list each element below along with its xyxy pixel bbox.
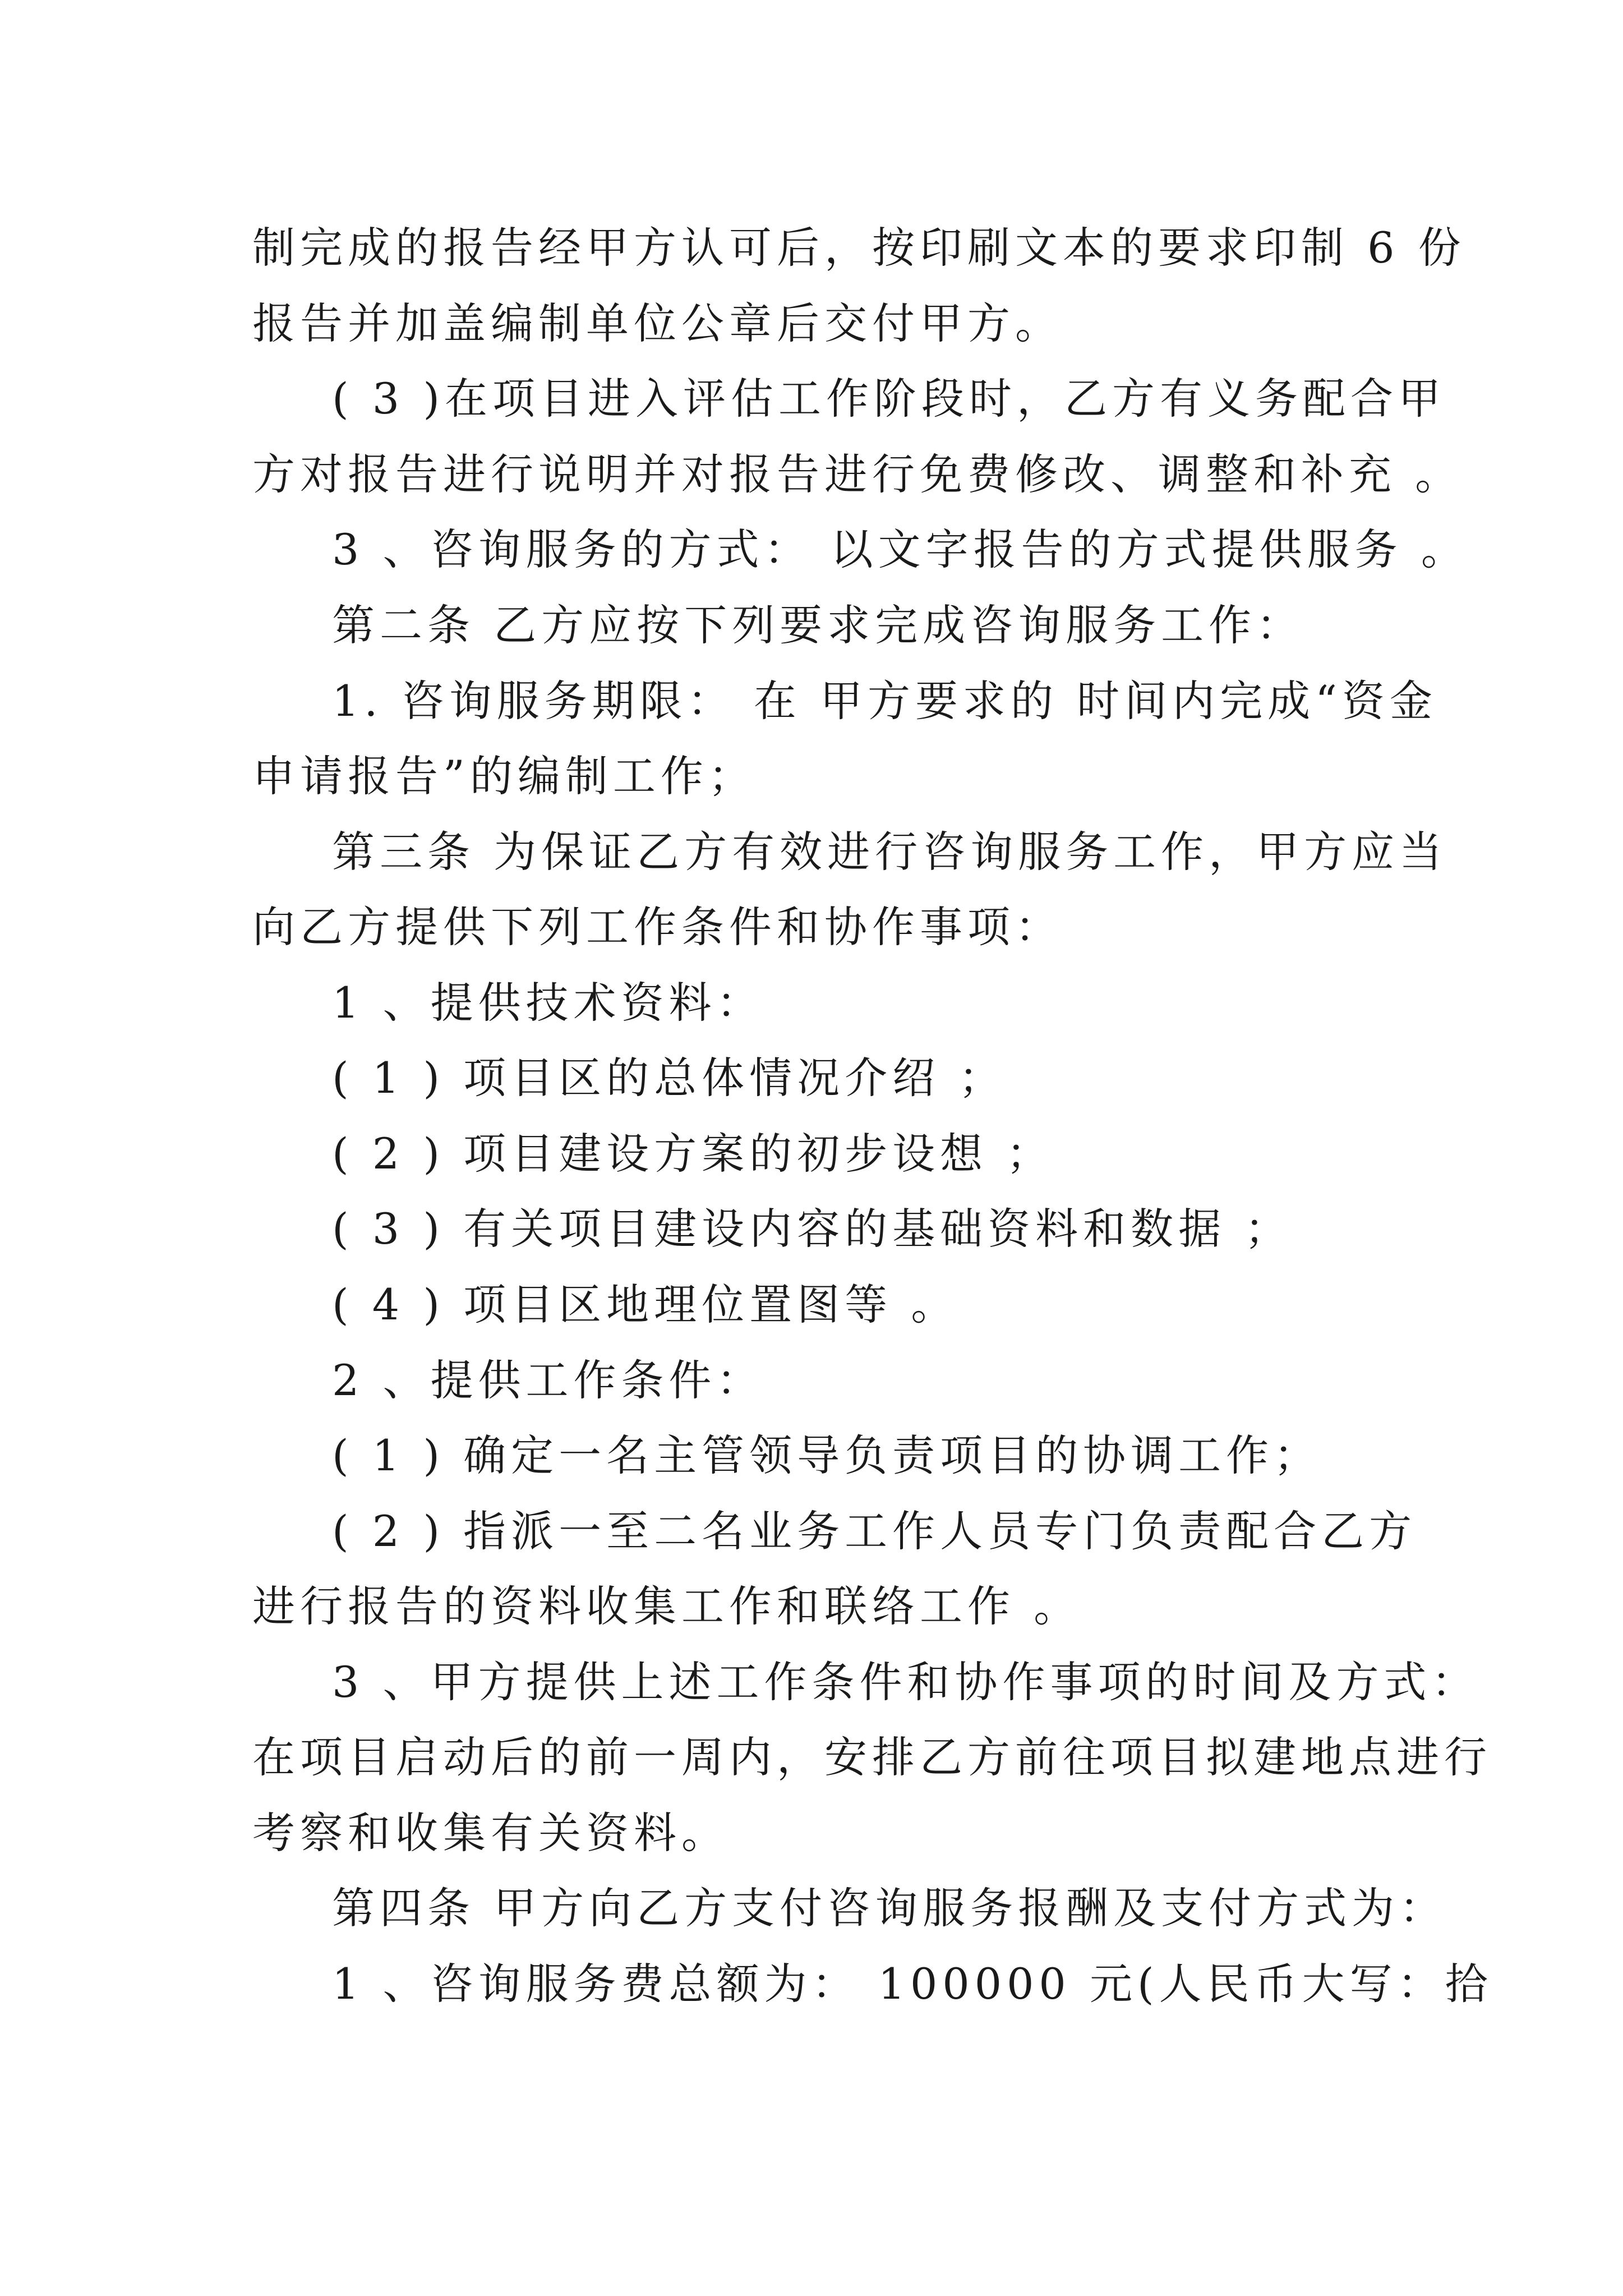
- text-line: 进行报告的资料收集工作和联络工作 。: [252, 1581, 1082, 1631]
- text-line: 1 、咨询服务费总额为： 100000 元(人民币大写：拾: [332, 1959, 1493, 2009]
- text-line: 3 、咨询服务的方式： 以文字报告的方式提供服务 。: [332, 524, 1469, 574]
- list-item: ( 2 ) 指派一至二名业务工作人员专门负责配合乙方: [332, 1506, 1417, 1556]
- text-line: 向乙方提供下列工作条件和协作事项：: [252, 902, 1063, 952]
- text-line: 报告并加盖编制单位公章后交付甲方。: [252, 298, 1063, 348]
- text-line: 3 、甲方提供上述工作条件和协作事项的时间及方式：: [332, 1657, 1479, 1707]
- section-heading: 第三条 为保证乙方有效进行咨询服务工作，甲方应当: [332, 827, 1447, 877]
- text-line: 1. 咨询服务期限： 在 甲方要求的 时间内完成“资金: [332, 676, 1437, 726]
- text-line: 2 、提供工作条件：: [332, 1355, 764, 1405]
- text-line: 1 、提供技术资料：: [332, 978, 764, 1028]
- text-line: ( 3 )在项目进入评估工作阶段时，乙方有义务配合甲: [332, 374, 1446, 424]
- list-item: ( 2 ) 项目建设方案的初步设想 ；: [332, 1129, 1054, 1179]
- text-line: 制完成的报告经甲方认可后，按印刷文本的要求印制 6 份: [252, 223, 1466, 273]
- text-line: 方对报告进行说明并对报告进行免费修改、调整和补充 。: [252, 449, 1463, 499]
- section-heading: 第四条 甲方向乙方支付咨询服务报酬及支付方式为：: [332, 1883, 1447, 1933]
- text-line: 在项目启动后的前一周内，安排乙方前往项目拟建地点进行: [252, 1732, 1492, 1782]
- list-item: ( 4 ) 项目区地理位置图等 。: [332, 1280, 959, 1329]
- section-heading: 第二条 乙方应按下列要求完成咨询服务工作：: [332, 600, 1304, 650]
- text-line: 考察和收集有关资料。: [252, 1808, 729, 1858]
- list-item: ( 1 ) 确定一名主管领导负责项目的协调工作；: [332, 1430, 1322, 1480]
- list-item: ( 3 ) 有关项目建设内容的基础资料和数据 ；: [332, 1204, 1293, 1254]
- list-item: ( 1 ) 项目区的总体情况介绍 ；: [332, 1053, 1007, 1103]
- text-line: 申请报告”的编制工作；: [252, 751, 756, 801]
